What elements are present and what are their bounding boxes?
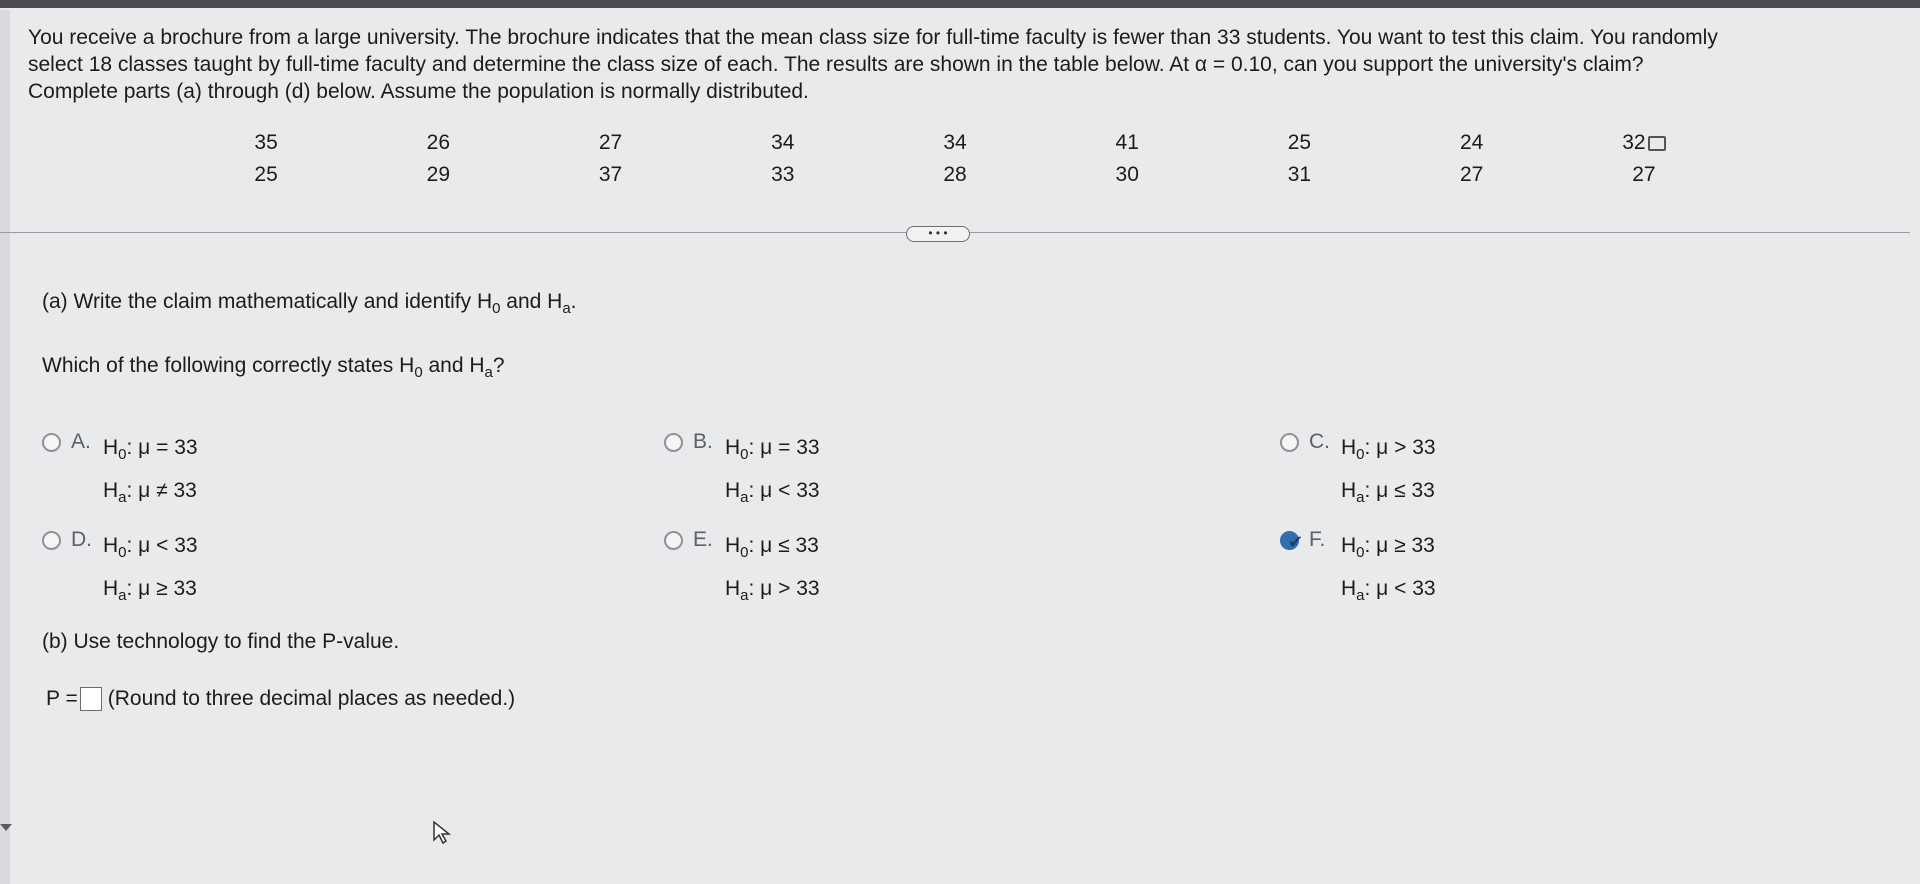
data-cell: 25 [254, 163, 278, 186]
h-label: H [725, 577, 741, 600]
h-label: H [1341, 436, 1357, 459]
data-cell: 25 [1287, 131, 1312, 154]
option-letter: C. [1309, 430, 1330, 453]
subscript: a [484, 364, 493, 381]
ha-text: : μ ≠ 33 [126, 479, 197, 502]
subscript: 0 [1356, 544, 1365, 561]
part-a-heading-text: (a) Write the claim mathematically and identify H [42, 290, 493, 313]
h-label: H [1341, 577, 1357, 600]
collapse-arrow-icon[interactable] [0, 824, 12, 831]
data-cell: 27 [1632, 163, 1656, 186]
problem-line-3: Complete parts (a) through (d) below. Assume the population is normally distributed. [28, 80, 809, 103]
ha-text: : μ > 33 [748, 577, 820, 600]
radio-d[interactable] [42, 531, 61, 550]
option-letter: F. [1309, 528, 1326, 551]
subscript: 0 [740, 446, 749, 463]
data-cell: 37 [598, 163, 623, 186]
option-e-hypotheses [725, 528, 820, 614]
h0-text: : μ = 33 [126, 436, 198, 459]
problem-line-1: You receive a brochure from a large university. The brochure indicates that the mean class size for full-time faculty is fewer than 33 students. You want to test this claim. You randomly [28, 26, 1718, 49]
data-cell: 41 [1115, 131, 1139, 154]
p-label: P = [46, 687, 78, 710]
round-note: (Round to three decimal places as needed.) [107, 687, 516, 710]
problem-statement [28, 24, 1908, 105]
data-cell: 28 [943, 163, 967, 186]
subscript: 0 [1356, 446, 1365, 463]
part-a-heading-end: . [570, 290, 577, 313]
option-e[interactable] [664, 528, 820, 614]
question-and: and H [422, 354, 485, 377]
subscript: 0 [740, 544, 749, 561]
h0-text: : μ > 33 [1364, 436, 1436, 459]
data-cell: 33 [771, 163, 795, 186]
p-value-row [46, 687, 515, 711]
ha-text: : μ ≥ 33 [126, 577, 197, 600]
data-cell: 34 [943, 131, 967, 154]
option-c[interactable] [1280, 430, 1436, 516]
option-letter: E. [693, 528, 713, 551]
data-table [180, 130, 1730, 190]
question-end: ? [492, 354, 505, 377]
data-cell: 29 [426, 163, 450, 186]
question-text: Which of the following correctly states H [42, 354, 415, 377]
option-letter: A. [71, 430, 91, 453]
data-cell: 34 [771, 131, 795, 154]
more-options-button[interactable]: • • • [906, 226, 970, 242]
data-cell: 24 [1459, 131, 1484, 154]
problem-line-2: select 18 classes taught by full-time faculty and determine the class size of each. The results are shown in the table below. At α = 0.10, can you support the university's claim? [28, 53, 1644, 76]
h-label: H [103, 479, 119, 502]
h-label: H [103, 436, 119, 459]
option-d-hypotheses [103, 528, 198, 614]
data-cell: 30 [1115, 163, 1139, 186]
data-value: 32 [1622, 131, 1646, 154]
hypothesis-options [42, 430, 1542, 604]
data-cell: 31 [1287, 163, 1312, 186]
h-label: H [725, 534, 741, 557]
option-letter: D. [71, 528, 92, 551]
data-cell: 35 [254, 131, 278, 154]
part-a-heading [42, 290, 577, 317]
h0-text: : μ ≤ 33 [748, 534, 819, 557]
radio-e[interactable] [664, 531, 683, 550]
subscript: a [1356, 489, 1365, 506]
checkmark-icon: ✔ [1288, 532, 1304, 552]
radio-c[interactable] [1280, 433, 1299, 452]
subscript: 0 [118, 544, 127, 561]
h0-text: : μ ≥ 33 [1364, 534, 1435, 557]
option-d[interactable] [42, 528, 198, 614]
option-f[interactable] [1280, 528, 1436, 614]
ha-text: : μ < 33 [748, 479, 820, 502]
radio-a[interactable] [42, 433, 61, 452]
subscript: a [1356, 587, 1365, 604]
option-b-hypotheses [725, 430, 820, 516]
part-a-question [42, 354, 505, 381]
part-b-heading: (b) Use technology to find the P-value. [42, 630, 400, 653]
option-f-hypotheses [1341, 528, 1436, 614]
h-label: H [1341, 479, 1357, 502]
subscript: a [562, 300, 571, 317]
h-label: H [103, 577, 119, 600]
option-a[interactable] [42, 430, 198, 516]
subscript: 0 [492, 300, 501, 317]
subscript: a [118, 587, 127, 604]
copy-data-icon[interactable] [1648, 136, 1666, 151]
h-label: H [725, 436, 741, 459]
window-top-bar [0, 0, 1920, 8]
h-label: H [725, 479, 741, 502]
option-letter: B. [693, 430, 713, 453]
data-cell: 27 [598, 131, 623, 154]
radio-f-selected[interactable] [1280, 531, 1304, 552]
option-b[interactable] [664, 430, 820, 516]
subscript: 0 [118, 446, 127, 463]
left-scroll-strip[interactable] [0, 10, 10, 884]
part-a-heading-and: and H [500, 290, 563, 313]
option-c-hypotheses [1341, 430, 1436, 516]
h-label: H [1341, 534, 1357, 557]
radio-b[interactable] [664, 433, 683, 452]
data-cell: 27 [1459, 163, 1484, 186]
subscript: a [740, 587, 749, 604]
h-label: H [103, 534, 119, 557]
subscript: a [118, 489, 127, 506]
option-a-hypotheses [103, 430, 198, 516]
subscript: 0 [414, 364, 423, 381]
data-cell-last [1558, 130, 1730, 158]
h0-text: : μ = 33 [748, 436, 820, 459]
p-value-input[interactable] [80, 687, 102, 711]
mouse-cursor-icon [432, 820, 454, 846]
ha-text: : μ ≤ 33 [1364, 479, 1435, 502]
data-cell: 26 [426, 131, 450, 154]
ha-text: : μ < 33 [1364, 577, 1436, 600]
h0-text: : μ < 33 [126, 534, 198, 557]
subscript: a [740, 489, 749, 506]
